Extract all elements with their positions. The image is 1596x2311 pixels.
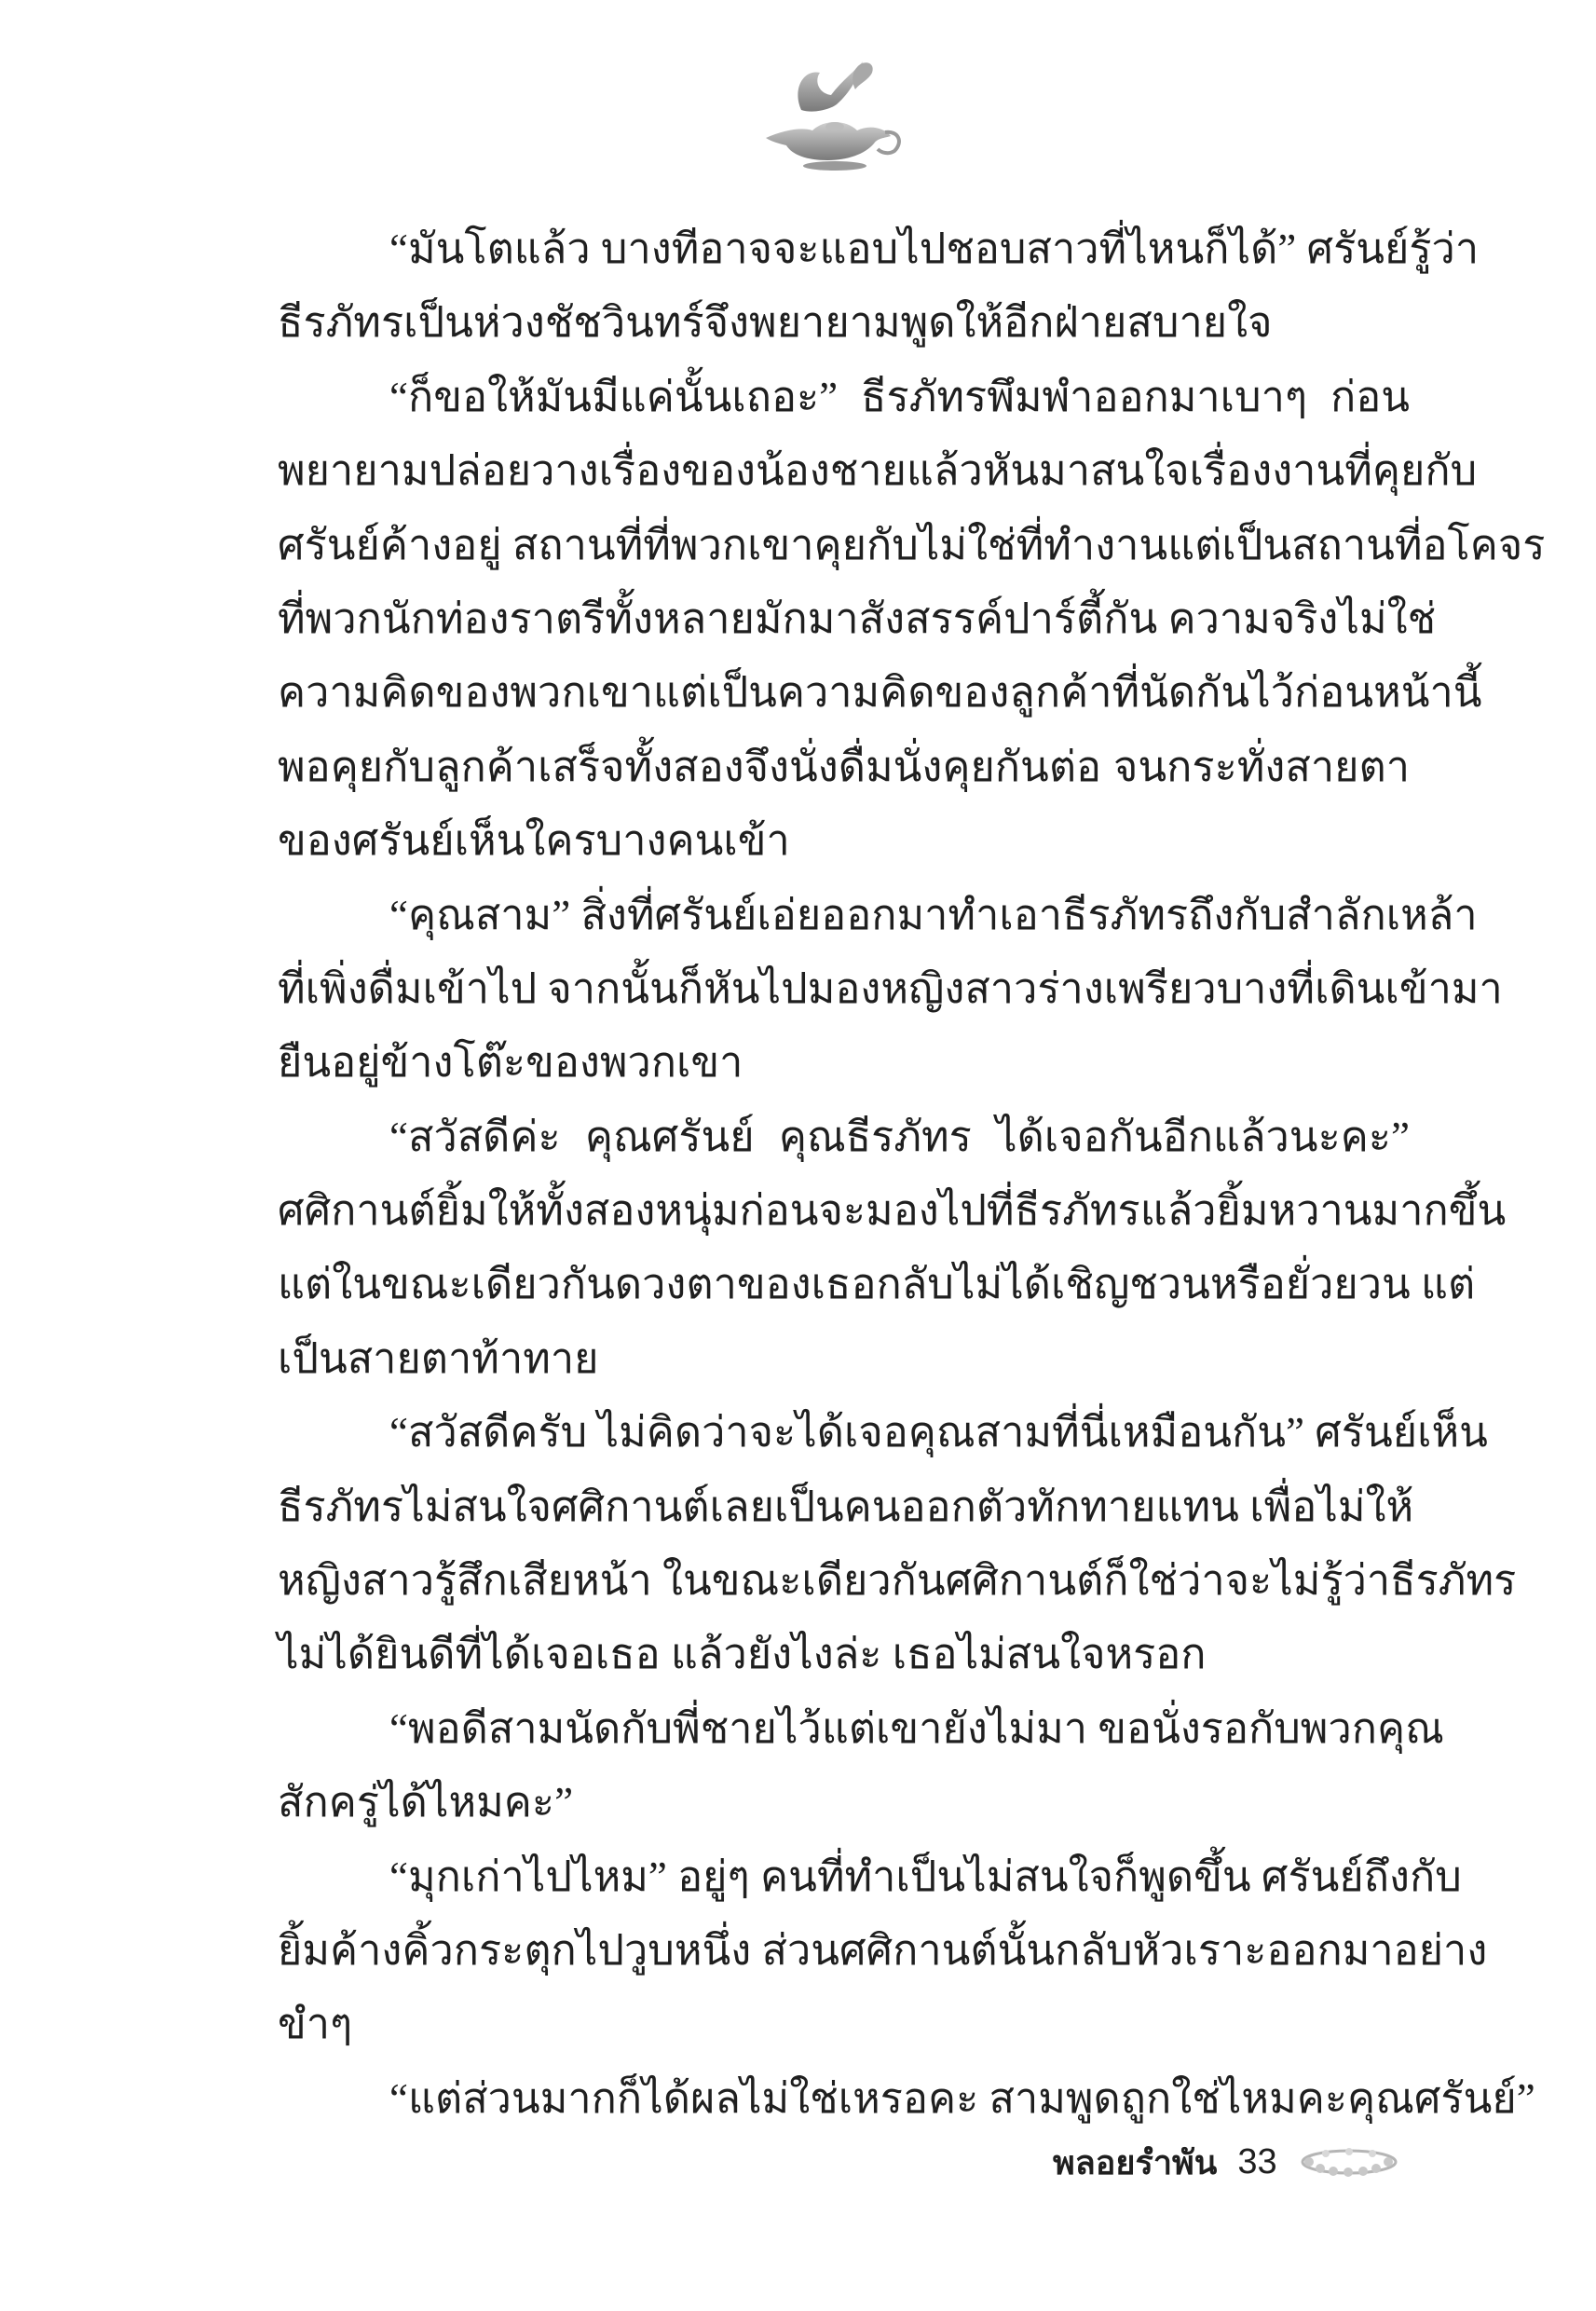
paragraph-line: ขำๆ bbox=[278, 2001, 353, 2048]
paragraph-line: “พอดีสามนัดกับพี่ชายไว้แต่เขายังไม่มา ขอนั่งรอกับพวกคุณ bbox=[389, 1704, 1444, 1752]
genie-lamp-ornament-icon bbox=[745, 52, 913, 173]
paragraph-line: แต่ในขณะเดียวกันดวงตาของเธอกลับไม่ได้เชิญชวนหรือยั่วยวน แต่ bbox=[278, 1261, 1476, 1308]
paragraph-line: ยิ้มค้างคิ้วกระตุกไปวูบหนึ่ง ส่วนศศิกานต์นั้นกลับหัวเราะออกมาอย่าง bbox=[278, 1926, 1488, 1974]
page-number: 33 bbox=[1237, 2141, 1277, 2181]
paragraph-line: “ก็ขอให้มันมีแค่นั้นเถอะ” ธีรภัทรพึมพำออกมาเบาๆ ก่อน bbox=[389, 373, 1410, 420]
paragraph-line: พยายามปล่อยวางเรื่องของน้องชายแล้วหันมาสนใจเรื่องงานที่คุยกับ bbox=[278, 447, 1478, 495]
paragraph-line: ของศรันย์เห็นใครบางคนเข้า bbox=[278, 817, 790, 865]
body-text bbox=[278, 212, 1546, 2136]
paragraph-line: ศรันย์ค้างอยู่ สถานที่ที่พวกเขาคุยกับไม่ใช่ที่ทำงานแต่เป็นสถานที่อโคจร bbox=[278, 521, 1546, 568]
paragraph-line: ยืนอยู่ข้างโต๊ะของพวกเขา bbox=[278, 1039, 743, 1087]
paragraph-line: ธีรภัทรเป็นห่วงชัชวินทร์จึงพยายามพูดให้อีกฝ่ายสบายใจ bbox=[278, 299, 1273, 347]
paragraph-line: “มันโตแล้ว บางทีอาจจะแอบไปชอบสาวที่ไหนก็ได้” ศรันย์รู้ว่า bbox=[389, 226, 1480, 272]
paragraph-line: พอคุยกับลูกค้าเสร็จทั้งสองจึงนั่งดื่มนั่งคุยกันต่อ จนกระทั่งสายตา bbox=[278, 743, 1410, 790]
paragraph-line: เป็นสายตาท้าทาย bbox=[278, 1334, 599, 1382]
page-footer bbox=[1053, 2134, 1400, 2190]
paragraph-line: ศศิกานต์ยิ้มให้ทั้งสองหนุ่มก่อนจะมองไปที่ธีรภัทรแล้วยิ้มหวานมากขึ้น bbox=[278, 1187, 1507, 1235]
paragraph-line: “คุณสาม” สิ่งที่ศรันย์เอ่ยออกมาทำเอาธีรภัทรถึงกับสำลักเหล้า bbox=[389, 891, 1478, 938]
book-title: พลอยรำพัน bbox=[1053, 2142, 1218, 2181]
paragraph-line: ความคิดของพวกเขาแต่เป็นความคิดของลูกค้าที่นัดกันไว้ก่อนหน้านี้ bbox=[278, 669, 1482, 717]
bracelet-ornament-icon bbox=[1298, 2143, 1400, 2181]
paragraph-line: หญิงสาวรู้สึกเสียหน้า ในขณะเดียวกันศศิกานต์ก็ใช่ว่าจะไม่รู้ว่าธีรภัทร bbox=[278, 1557, 1517, 1605]
paragraph-line: สักครู่ได้ไหมคะ” bbox=[278, 1779, 574, 1826]
paragraph-line: ธีรภัทรไม่สนใจศศิกานต์เลยเป็นคนออกตัวทักทายแทน เพื่อไม่ให้ bbox=[278, 1483, 1414, 1530]
paragraph-line: “มุกเก่าไปไหม” อยู่ๆ คนที่ทำเป็นไม่สนใจก็พูดขึ้น ศรันย์ถึงกับ bbox=[389, 1853, 1462, 1900]
paragraph-line: “สวัสดีค่ะ คุณศรันย์ คุณธีรภัทร ได้เจอกันอีกแล้วนะคะ” bbox=[389, 1113, 1410, 1160]
paragraph-line: ไม่ได้ยินดีที่ได้เจอเธอ แล้วยังไงล่ะ เธอไม่สนใจหรอก bbox=[278, 1631, 1207, 1678]
paragraph-line: ที่พวกนักท่องราตรีทั้งหลายมักมาสังสรรค์ปาร์ตี้กัน ความจริงไม่ใช่ bbox=[278, 595, 1437, 642]
paragraph-line: “สวัสดีครับ ไม่คิดว่าจะได้เจอคุณสามที่นี่เหมือนกัน” ศรันย์เห็น bbox=[389, 1409, 1488, 1456]
paragraph-line: “แต่ส่วนมากก็ได้ผลไม่ใช่เหรอคะ สามพูดถูกใช่ไหมคะคุณศรันย์” bbox=[389, 2074, 1535, 2122]
paragraph-line: ที่เพิ่งดื่มเข้าไป จากนั้นก็หันไปมองหญิงสาวร่างเพรียวบางที่เดินเข้ามา bbox=[278, 964, 1503, 1012]
